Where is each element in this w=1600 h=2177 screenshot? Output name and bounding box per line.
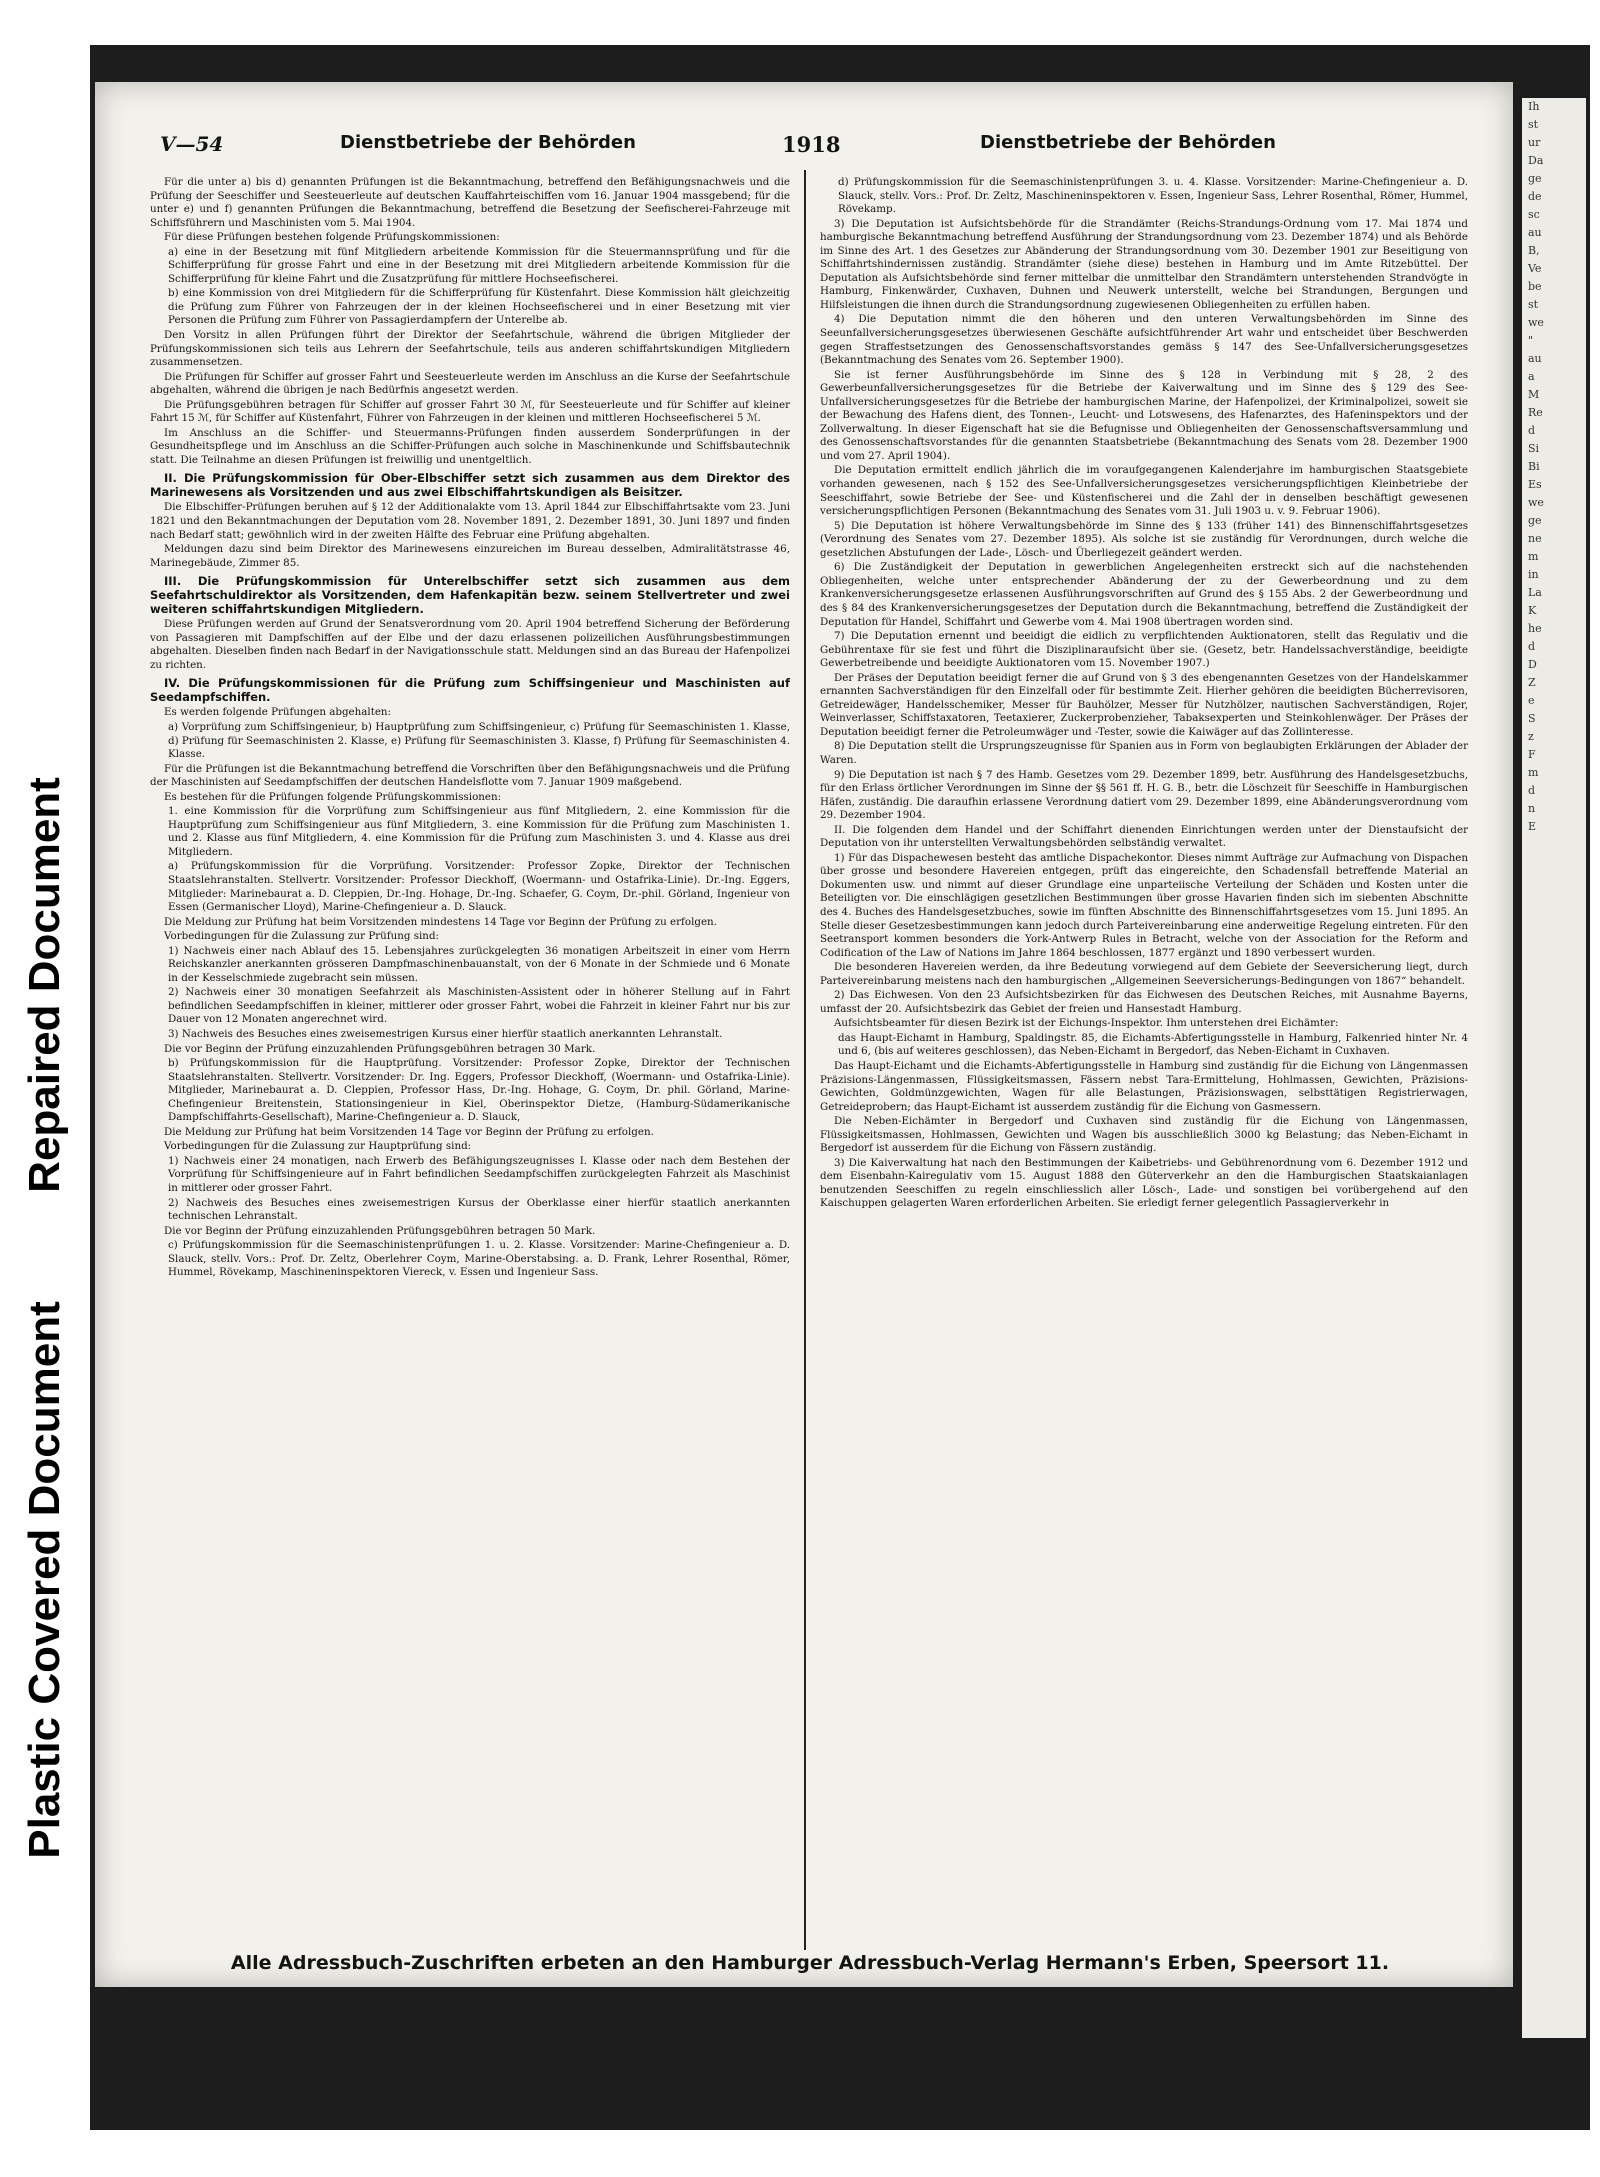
paragraph: a) Prüfungskommission für die Vorprüfung. Vorsitzender: Professor Zopke, Direktor der Technischen Staatslehranstalten. Stellvertr. Vorsitzender: Professor Dieckhoff, (Woermann- und Ostafrika-Linie). Dr.-Ing. Eggers, Mitglieder: Marinebaurat a. D. Cleppien, Dr.-Ing. Hohage, Dr.-Ing. Schaefer, G. Coym, Dr.-phil. Görland, Ingenieur von Essen (Germanischer Lloyd), Marine-Chefingenieur a. D. Slauck. bbox=[168, 860, 790, 914]
paragraph: 2) Nachweis des Besuches eines zweisemestrigen Kursus der Oberklasse einer hierfür staatlich anerkannten technischen Lehranstalt. bbox=[168, 1196, 790, 1223]
paragraph: 4) Die Deputation nimmt die den höheren und den unteren Verwaltungsbehörden im Sinne des Seeunfallversicherungsgesetzes überwiesenen Geschäfte aufsichtführender Art wahr und entscheidet über Beschwerden gegen Straffestsetzungen des Genossenschaftsvorstandes gemäss § 147 des See-Unfallversicherungsgesetzes (Bekanntmachung des Senates vom 26. September 1900). bbox=[820, 313, 1468, 367]
adjacent-page-strip bbox=[1522, 98, 1586, 2038]
repaired-document-label: Repaired Document bbox=[20, 777, 69, 1193]
strip-fragment: B, bbox=[1528, 244, 1540, 257]
paragraph: Für diese Prüfungen bestehen folgende Prüfungskommissionen: bbox=[164, 231, 500, 244]
strip-fragment: D bbox=[1528, 658, 1537, 671]
strip-fragment: M bbox=[1528, 388, 1540, 401]
paragraph: b) Prüfungskommission für die Hauptprüfung. Vorsitzender: Professor Zopke, Direktor der Technischen Staatslehranstalten. Stellvertr. Vorsitzender: Dr. Ing. Eggers, Professor Dieckhoff, (Woermann- und Ostafrika-Linie). Mitglieder, Marinebaurat a. D. Cleppien, Professor Hass, Dr.-Ing. Hohage, G. Coym, Dr. phil. Görland, Marine-Chefingenieur Breitenstein, Stationsingenieur in Kiel, Oberinspektor Dietze, (Hamburg-Südamerikanische Dampfschiffahrts-Gesellschaft), Marine-Chefingenieur a. D. Slauck, bbox=[168, 1057, 790, 1124]
paragraph: das Haupt-Eichamt in Hamburg, Spaldingstr. 85, die Eichamts-Abfertigungsstelle in Hamburg, Falkenried hinter Nr. 4 und 6, (bis auf weiteres geschlossen), das Neben-Eichamt in Bergedorf, das Neben-Eichamt in Cuxhaven. bbox=[838, 1031, 1468, 1058]
strip-fragment: Re bbox=[1528, 406, 1543, 419]
paragraph: 1) Nachweis einer 24 monatigen, nach Erwerb des Befähigungszeugnisses I. Klasse oder nach dem Bestehen der Vorprüfung für Schiffsingenieure auf in Fahrt befindlichen Seedampfschiffen zurückgelegten Fahrzeit als Maschinist in mittlerer oder grosser Fahrt. bbox=[168, 1154, 790, 1194]
paragraph: Es bestehen für die Prüfungen folgende Prüfungskommissionen: bbox=[164, 790, 502, 803]
paragraph: Die vor Beginn der Prüfung einzuzahlenden Prüfungsgebühren betragen 50 Mark. bbox=[164, 1224, 596, 1237]
strip-fragment: we bbox=[1528, 496, 1544, 509]
paragraph: 2) Nachweis einer 30 monatigen Seefahrzeit als Maschinisten-Assistent oder in höherer Stellung auf in Fahrt befindlichen Seedampfschiffen in kleiner, mittlerer oder grosser Fahrt, wobei die Fahrzeit in kleiner Fahrt nur bis zur Dauer von 12 Monaten angerechnet wird. bbox=[168, 986, 790, 1026]
paragraph: 6) Die Zuständigkeit der Deputation in gewerblichen Angelegenheiten erstreckt sich auf die nachstehenden Obliegenheiten, welche unter entsprechender Abänderung der zu der Gewerbeordnung und zu dem Krankenversicherungsgesetze erlassenen Ausführungsvorschriften auf Grund des § 155 Abs. 2 der Gewerbeordnung und des § 84 des Krankenversicherungsgesetzes der Deputation durch die Bekanntmachung, betreffend die Zuständigkeit der Deputation für Handel, Schiffahrt und Gewerbe vom 4. Mai 1908 übertragen worden sind. bbox=[820, 561, 1468, 628]
paragraph: Die besonderen Havereien werden, da ihre Bedeutung vorwiegend auf dem Gebiete der Seeversicherung liegt, durch Parteivereinbarung meistens nach den hamburgischen „Allgemeinen Seeversicherungs-Bedingungen von 1867“ behandelt. bbox=[820, 961, 1468, 987]
strip-fragment: z bbox=[1528, 730, 1534, 743]
paragraph: 5) Die Deputation ist höhere Verwaltungsbehörde im Sinne des § 133 (früher 141) des Binnenschiffahrtsgesetzes (Verordnung des Senates vom 27. Dezember 1895). Als solche ist sie zuständig für Verordnungen, durch welche die gesetzlichen Abstufungen der Lade-, Lösch- und Überliegezeit geändert werden. bbox=[820, 519, 1468, 559]
strip-fragment: we bbox=[1528, 316, 1544, 329]
strip-fragment: au bbox=[1528, 226, 1542, 239]
section-heading: III. Die Prüfungskommission für Unterelbschiffer setzt sich zusammen aus dem Seefahrtschuldirektor als Vorsitzenden, dem Hafenkapitän bezw. seinem Stellvertreter und zwei weiteren schiffahrtskundigen Mitgliedern. bbox=[150, 574, 790, 617]
paragraph: b) eine Kommission von drei Mitgliedern für die Schifferprüfung für Küstenfahrt. Diese Kommission hält gleichzeitig die Prüfung zum Führer von Fahrzeugen der in der kleinen Hochseefischerei und in einer Besetzung mit vier Personen die Prüfung zum Führer von Passagierdampfern der Unterelbe ab. bbox=[168, 287, 790, 327]
strip-fragment: de bbox=[1528, 190, 1542, 203]
paragraph: Die Meldung zur Prüfung hat beim Vorsitzenden mindestens 14 Tage vor Beginn der Prüfung zu erfolgen. bbox=[164, 915, 717, 928]
strip-fragment: La bbox=[1528, 586, 1542, 599]
paragraph: 8) Die Deputation stellt die Ursprungszeugnisse für Spanien aus in Form von beglaubigten Erklärungen der Ablader der Waren. bbox=[820, 740, 1468, 766]
strip-fragment: ge bbox=[1528, 172, 1542, 185]
paragraph: Sie ist ferner Ausführungsbehörde im Sinne des § 128 in Verbindung mit § 28, 2 des Gewerbeunfallversicherungsgesetzes für die Betriebe der Kaiverwaltung und im Sinne des § 129 des See-Unfallversicherungsgesetzes für die Betriebe der hamburgischen Marine, der Hafenpolizei, der Kriminalpolizei, soweit sie der Bewachung des Hafens dient, des Tonnen-, Leucht- und Lotswesens, des Hafenarztes, des Hafeninspektors und der Zollverwaltung. In dieser Eigenschaft hat sie die Befugnisse und Obliegenheiten der Genossenschaftsversammlung und des Genossenschaftsvorstandes für die genannten Staatsbetriebe (Bekanntmachung des Senats vom 28. Dezember 1900 und vom 27. April 1904). bbox=[820, 368, 1468, 462]
header-left-title: Dienstbetriebe der Behörden bbox=[340, 132, 636, 153]
paragraph: a) Vorprüfung zum Schiffsingenieur, b) Hauptprüfung zum Schiffsingenieur, c) Prüfung für Seemaschinisten 1. Klasse, d) Prüfung für Seemaschinisten 2. Klasse, e) Prüfung für Seemaschinisten 3. Klasse, f) Prüfung für Seemaschinisten 4. Klasse. bbox=[168, 720, 790, 761]
paragraph: 3) Die Deputation ist Aufsichtsbehörde für die Strandämter (Reichs-Strandungs-Ordnung vom 17. Mai 1874 und hamburgische Bekanntmachung betreffend Ausführung der Strandungsordnung vom 23. Dezember 1874) und als Behörde im Sinne des Art. 1 des Gesetzes zur Abänderung der Strandungsordnung vom 30. Dezember 1901 zur Beseitigung von Schiffahrtshindernissen zuständig. Strandämter (siehe diese) bestehen in Hamburg und im Amte Ritzebüttel. Der Deputation als Aufsichtsbehörde sind ferner mittelbar die unmittelbar den Strandämtern unterstehenden Strandvögte in Hamburg, Finkenwärder, Cuxhaven, Duhnen und Neuwerk unterstellt, welche bei Strandungen, Bergungen und Hilfsleistungen die ihnen durch die Strandungsordnung zugewiesenen Obliegenheiten zu erfüllen haben. bbox=[820, 217, 1468, 311]
paragraph: 1) Nachweis einer nach Ablauf des 15. Lebensjahres zurückgelegten 36 monatigen Arbeitszeit in einer vom Herrn Reichskanzler anerkannten grösseren Dampfmaschinenbauanstalt, von der 6 Monate in der Schmiede und 6 Monate in der Kesselschmiede zugebracht sein müssen. bbox=[168, 944, 790, 984]
strip-fragment: E bbox=[1528, 820, 1537, 833]
strip-fragment: d bbox=[1528, 784, 1536, 797]
strip-fragment: d bbox=[1528, 640, 1536, 653]
strip-fragment: F bbox=[1528, 748, 1536, 761]
paragraph: 7) Die Deputation ernennt und beeidigt die eidlich zu verpflichtenden Auktionatoren, stellt das Regulativ und die Gebührentaxe für sie fest und führt die Disziplinaraufsicht über sie. (Gesetz, betr. Handelssachverständige, beeidigte Gewerbetreibende und beeidigte Auktionatoren vom 15. November 1907.) bbox=[820, 630, 1468, 670]
paragraph: 3) Die Kaiverwaltung hat nach den Bestimmungen der Kaibetriebs- und Gebührenordnung vom 6. Dezember 1912 und dem Eisenbahn-Kairegulativ vom 15. August 1888 den Güterverkehr an den die Hamburgischen Staatskaianlagen benutzenden Seeschiffen zu regeln einschliesslich aller Lösch-, Lade- und sonstigen bei vorübergehend auf den Kaischuppen gelagerten Waren erforderlichen Arbeiten. Sie erledigt ferner gelegentlich Passagierverkehr in bbox=[820, 1156, 1468, 1210]
side-labels bbox=[0, 0, 90, 2177]
strip-fragment: st bbox=[1528, 298, 1539, 311]
right-text-column bbox=[820, 176, 1468, 1946]
strip-fragment: e bbox=[1528, 694, 1535, 707]
strip-fragment: Z bbox=[1528, 676, 1536, 689]
paragraph: Die Meldung zur Prüfung hat beim Vorsitzenden 14 Tage vor Beginn der Prüfung zu erfolgen. bbox=[164, 1125, 654, 1138]
strip-fragment: Bi bbox=[1528, 460, 1540, 473]
paragraph: 9) Die Deputation ist nach § 7 des Hamb. Gesetzes vom 29. Dezember 1899, betr. Ausführung des Handelsgesetzbuchs, für den Erlass örtlicher Verordnungen im Sinne der §§ 561 ff. H. G. B., betr. die Löschzeit für Seeschiffe in Hamburgischen Häfen, zuständig. Die daraufhin erlassene Verordnung datiert vom 29. Dezember 1899, eine Abänderungsverordnung vom 29. Dezember 1904. bbox=[820, 768, 1468, 822]
column-divider bbox=[804, 170, 806, 1950]
paragraph: Vorbedingungen für die Zulassung zur Hauptprüfung sind: bbox=[164, 1140, 472, 1153]
paragraph: 2) Das Eichwesen. Von den 23 Aufsichtsbezirken für das Eichwesen des Deutschen Reiches, mit Ausnahme Bayerns, umfasst der 20. Aufsichtsbezirk das Gebiet der freien und Hansestadt Hamburg. bbox=[820, 989, 1468, 1015]
strip-fragment: S bbox=[1528, 712, 1536, 725]
paragraph: Für die unter a) bis d) genannten Prüfungen ist die Bekanntmachung, betreffend den Befähigungsnachweis und die Prüfung der Seeschiffer und Seesteuerleute auf deutschen Kauffahrteischiffen vom 16. Januar 1904 massgebend; für die unter e) und f) genannten Prüfungen die Bekanntmachung, betreffend die Besetzung der Seefischerei-Fahrzeuge mit Schiffsführern und Maschinisten vom 5. Mai 1904. bbox=[150, 176, 790, 229]
publisher-footer: Alle Adressbuch-Zuschriften erbeten an den Hamburger Adressbuch-Verlag Hermann's Erben, Speersort 11. bbox=[230, 1952, 1390, 1974]
paragraph: Diese Prüfungen werden auf Grund der Senatsverordnung vom 20. April 1904 betreffend Sicherung der Beförderung von Passagieren mit Dampfschiffen auf der Elbe und der dazu erlassenen polizeilichen Ausführungsbestimmungen abgehalten. Dieselben finden nach Bedarf in der Navigationsschule statt. Meldungen sind an das Bureau der Hafenpolizei zu richten. bbox=[150, 618, 790, 671]
paragraph: Die Elbschiffer-Prüfungen beruhen auf § 12 der Additionalakte vom 13. April 1844 zur Elbschiffahrtsakte vom 23. Juni 1821 und den Bekanntmachungen der Deputation vom 28. November 1891, 2. Dezember 1891, 30. Juni 1897 und finden nach Bedarf statt; gewöhnlich wird in der zweiten Hälfte des Februar eine Prüfung abgehalten. bbox=[150, 501, 790, 541]
paragraph: Meldungen dazu sind beim Direktor des Marinewesens einzureichen im Bureau desselben, Admiralitätstrasse 46, Marinegebäude, Zimmer 85. bbox=[150, 543, 790, 569]
paragraph: Vorbedingungen für die Zulassung zur Prüfung sind: bbox=[164, 930, 440, 943]
paragraph: Die vor Beginn der Prüfung einzuzahlenden Prüfungsgebühren betragen 30 Mark. bbox=[164, 1042, 596, 1055]
paragraph: Der Präses der Deputation beeidigt ferner die auf Grund von § 3 des ebengenannten Gesetzes von der Handelskammer ernannten Sachverständigen für den Einzelfall oder für bestimmte Zeit. Hierher gehören die beeidigten Bücherrevisoren, Getreidewäger, Handelsschemiker, Messer für Bauhölzer, Messer für Nutzhölzer, nautischen Sachverständigen, Rojer, Weinverlasser, Schiffstaxatoren, Teetaxierer, Zuckerprobenzieher, Tabaksexperten und Steinkohlenwäger. Der Präses der Deputation beeidigt ferner die Petroleumwäger und -Tester, sowie die Kaiwäger auf das Zollinteresse. bbox=[820, 671, 1468, 738]
strip-fragment: Ve bbox=[1528, 262, 1542, 275]
strip-fragment: sc bbox=[1528, 208, 1540, 221]
strip-fragment: he bbox=[1528, 622, 1542, 635]
strip-fragment: m bbox=[1528, 550, 1539, 563]
paragraph: a) eine in der Besetzung mit fünf Mitgliedern arbeitende Kommission für die Steuermannsprüfung und für die Schifferprüfung für grosse Fahrt und eine in der Besetzung mit drei Mitgliedern arbeitende Kommission für die Schifferprüfung für kleine Fahrt und die Zusatzprüfung für mittlere Hochseefischerei. bbox=[168, 245, 790, 285]
strip-fragment: ne bbox=[1528, 532, 1542, 545]
section-heading: II. Die Prüfungskommission für Ober-Elbschiffer setzt sich zusammen aus dem Direktor des Marinewesens als Vorsitzenden und aus zwei Elbschiffahrtskundigen als Beisitzer. bbox=[150, 471, 790, 500]
paragraph: Das Haupt-Eichamt und die Eichamts-Abfertigungsstelle in Hamburg sind zuständig für die Eichung von Längenmassen Präzisions-Längenmassen, Flüssigkeitsmassen, Fässern nebst Tara-Ermittelung, Hohlmassen, Gewichten, Präzisions-Gewichten, Goldmünzgewichten, Wagen für alle Belastungen, Präzisionswagen, selbsttätigen Registrierwagen, Getreideprobern; das Haupt-Eichamt ist ausserdem zuständig für die Eichung von Gasmessern. bbox=[820, 1060, 1468, 1113]
strip-fragment: au bbox=[1528, 352, 1542, 365]
paragraph: Die Prüfungen für Schiffer auf grosser Fahrt und Seesteuerleute werden im Anschluss an die Kurse der Seefahrtschule abgehalten, während die übrigen je nach Bedürfnis angesetzt werden. bbox=[150, 370, 790, 397]
strip-fragment: be bbox=[1528, 280, 1542, 293]
plastic-covered-document-label: Plastic Covered Document bbox=[20, 1301, 69, 1859]
strip-fragment: Es bbox=[1528, 478, 1542, 491]
strip-fragment: K bbox=[1528, 604, 1537, 617]
strip-fragment: Da bbox=[1528, 154, 1544, 167]
strip-fragment: Si bbox=[1528, 442, 1540, 455]
paragraph: Den Vorsitz in allen Prüfungen führt der Direktor der Seefahrtschule, während die übrigen Mitglieder der Prüfungskommissionen sich teils aus Lehrern der Seefahrtschule, teils aus anderen schiffahrtskundigen Mitgliedern zusammensetzen. bbox=[150, 329, 790, 369]
strip-fragment: ur bbox=[1528, 136, 1541, 149]
section-heading: IV. Die Prüfungskommissionen für die Prüfung zum Schiffsingenieur und Maschinisten auf Seedampfschiffen. bbox=[150, 676, 790, 705]
paragraph: Die Deputation ermittelt endlich jährlich die im voraufgegangenen Kalenderjahre im hamburgischen Staatsgebiete vorhanden gewesenen, nach § 152 des See-Unfallversicherungsgesetzes versicherungspflichtigen Kleinbetriebe der Seeschiffahrt, sowie Betriebe der See- und Küstenfischerei und die Zahl der in denselben beschäftigt gewesenen versicherungspflichtigen Personen (Bekanntmachung des Senates vom 31. Juli 1903 u. v. 9. Februar 1906). bbox=[820, 464, 1468, 518]
strip-fragment: " bbox=[1528, 334, 1534, 347]
paragraph: 3) Nachweis des Besuches eines zweisemestrigen Kursus einer hierfür staatlich anerkannten Lehranstalt. bbox=[168, 1027, 723, 1040]
page-number: V—54 bbox=[160, 132, 224, 156]
strip-fragment: n bbox=[1528, 802, 1536, 815]
strip-fragment: Ih bbox=[1528, 100, 1540, 113]
strip-fragment: in bbox=[1528, 568, 1539, 581]
left-text-column bbox=[150, 176, 790, 1946]
paragraph: Für die Prüfungen ist die Bekanntmachung betreffend die Vorschriften über den Befähigungsnachweis und die Prüfung der Maschinisten auf Seedampfschiffen der deutschen Handelsflotte vom 7. Januar 1909 maßgebend. bbox=[150, 762, 790, 789]
paragraph: 1) Für das Dispachewesen besteht das amtliche Dispachekontor. Dieses nimmt Aufträge zur Aufmachung von Dispachen über grosse und besondere Havereien entgegen, prüft das eingereichte, den Schadensfall betreffende Material an Dokumenten usw. und nimmt auf dieser Grundlage eine unparteiische Verteilung der Schäden und Kosten unter die Beteiligten vor. Die einschlägigen gesetzlichen Bestimmungen über grosse Havarien finden sich im siebenten Abschnitte des 4. Buches des Handelsgesetzbuches, sowie im fünften Abschnitte des Binnenschiffahrtsgesetzes vom 15. Juni 1895. An Stelle dieser Gesetzesbestimmungen kann jedoch durch Parteivereinbarung eine anderweitige Regelung eintreten. Für den Seetransport kommen besonders die York-Antwerp Rules in Betracht, welche von der Association for the Reform and Codification of the Law of Nations im Jahre 1864 beschlossen, 1877 ergänzt und 1890 verbessert wurden. bbox=[820, 851, 1468, 959]
page-header bbox=[160, 128, 1478, 162]
header-year: 1918 bbox=[782, 132, 841, 157]
paragraph: II. Die folgenden dem Handel und der Schiffahrt dienenden Einrichtungen werden unter der Dienstaufsicht der Deputation von ihr unterstellten Verwaltungsbehörden selbständig verwaltet. bbox=[820, 823, 1468, 850]
strip-fragment: a bbox=[1528, 370, 1535, 383]
strip-fragment: m bbox=[1528, 766, 1539, 779]
paragraph: d) Prüfungskommission für die Seemaschinistenprüfungen 3. u. 4. Klasse. Vorsitzender: Marine-Chefingenieur a. D. Slauck, stellv. Vors.: Prof. Dr. Zeltz, Maschineninspektoren v. Essen, Ingenieur Sass, Lehrer Rosenthal, Römer, Hummel, Rövekamp. bbox=[838, 176, 1468, 216]
strip-fragment: d bbox=[1528, 424, 1536, 437]
paragraph: Die Neben-Eichämter in Bergedorf und Cuxhaven sind zuständig für die Eichung von Längenmassen, Flüssigkeitsmassen, Hohlmassen, Gewichten und Wagen bis ausschließlich 3000 kg Belastung; das Neben-Eichamt in Bergedorf ist ausserdem für die Eichung von Fässern zuständig. bbox=[820, 1115, 1468, 1155]
paragraph: Die Prüfungsgebühren betragen für Schiffer auf grosser Fahrt 30 ℳ, für Seesteuerleute und für Schiffer auf kleiner Fahrt 15 ℳ, für Schiffer auf Küstenfahrt, Führer von Fahrzeugen in der kleinen und mittleren Hochseefischerei 5 ℳ. bbox=[150, 398, 790, 425]
paragraph: Es werden folgende Prüfungen abgehalten: bbox=[164, 706, 392, 719]
paragraph: 1. eine Kommission für die Vorprüfung zum Schiffsingenieur aus fünf Mitgliedern, 2. eine Kommission für die Hauptprüfung zum Schiffsingenieur aus fünf Mitgliedern, 3. eine Kommission für die Prüfung zum Maschinisten 1. und 2. Klasse aus fünf Mitgliedern, 4. eine Kommission für die Prüfung zum Maschinisten 3. und 4. Klasse aus drei Mitgliedern. bbox=[168, 805, 790, 858]
paragraph: Im Anschluss an die Schiffer- und Steuermanns-Prüfungen finden ausserdem Sonderprüfungen in der Gesundheitspflege und im Anschluss an die Schiffer-Prüfungen auch solche in Maschinenkunde und Schiffsbautechnik statt. Die Teilnahme an diesen Prüfungen ist freiwillig und unentgeltlich. bbox=[150, 426, 790, 466]
strip-fragment: ge bbox=[1528, 514, 1542, 527]
header-right-title: Dienstbetriebe der Behörden bbox=[980, 132, 1276, 153]
strip-fragment: st bbox=[1528, 118, 1539, 131]
paragraph: c) Prüfungskommission für die Seemaschinistenprüfungen 1. u. 2. Klasse. Vorsitzender: Marine-Chefingenieur a. D. Slauck, stellv. Vors.: Prof. Dr. Zeltz, Oberlehrer Coym, Marine-Oberstabsing. a. D. Frank, Lehrer Rosenthal, Römer, Hummel, Rövekamp, Maschineninspektoren Viereck, v. Essen und Ingenieur Sass. bbox=[168, 1239, 790, 1279]
paragraph: Aufsichtsbeamter für diesen Bezirk ist der Eichungs-Inspektor. Ihm unterstehen drei Eichämter: bbox=[834, 1017, 1339, 1030]
